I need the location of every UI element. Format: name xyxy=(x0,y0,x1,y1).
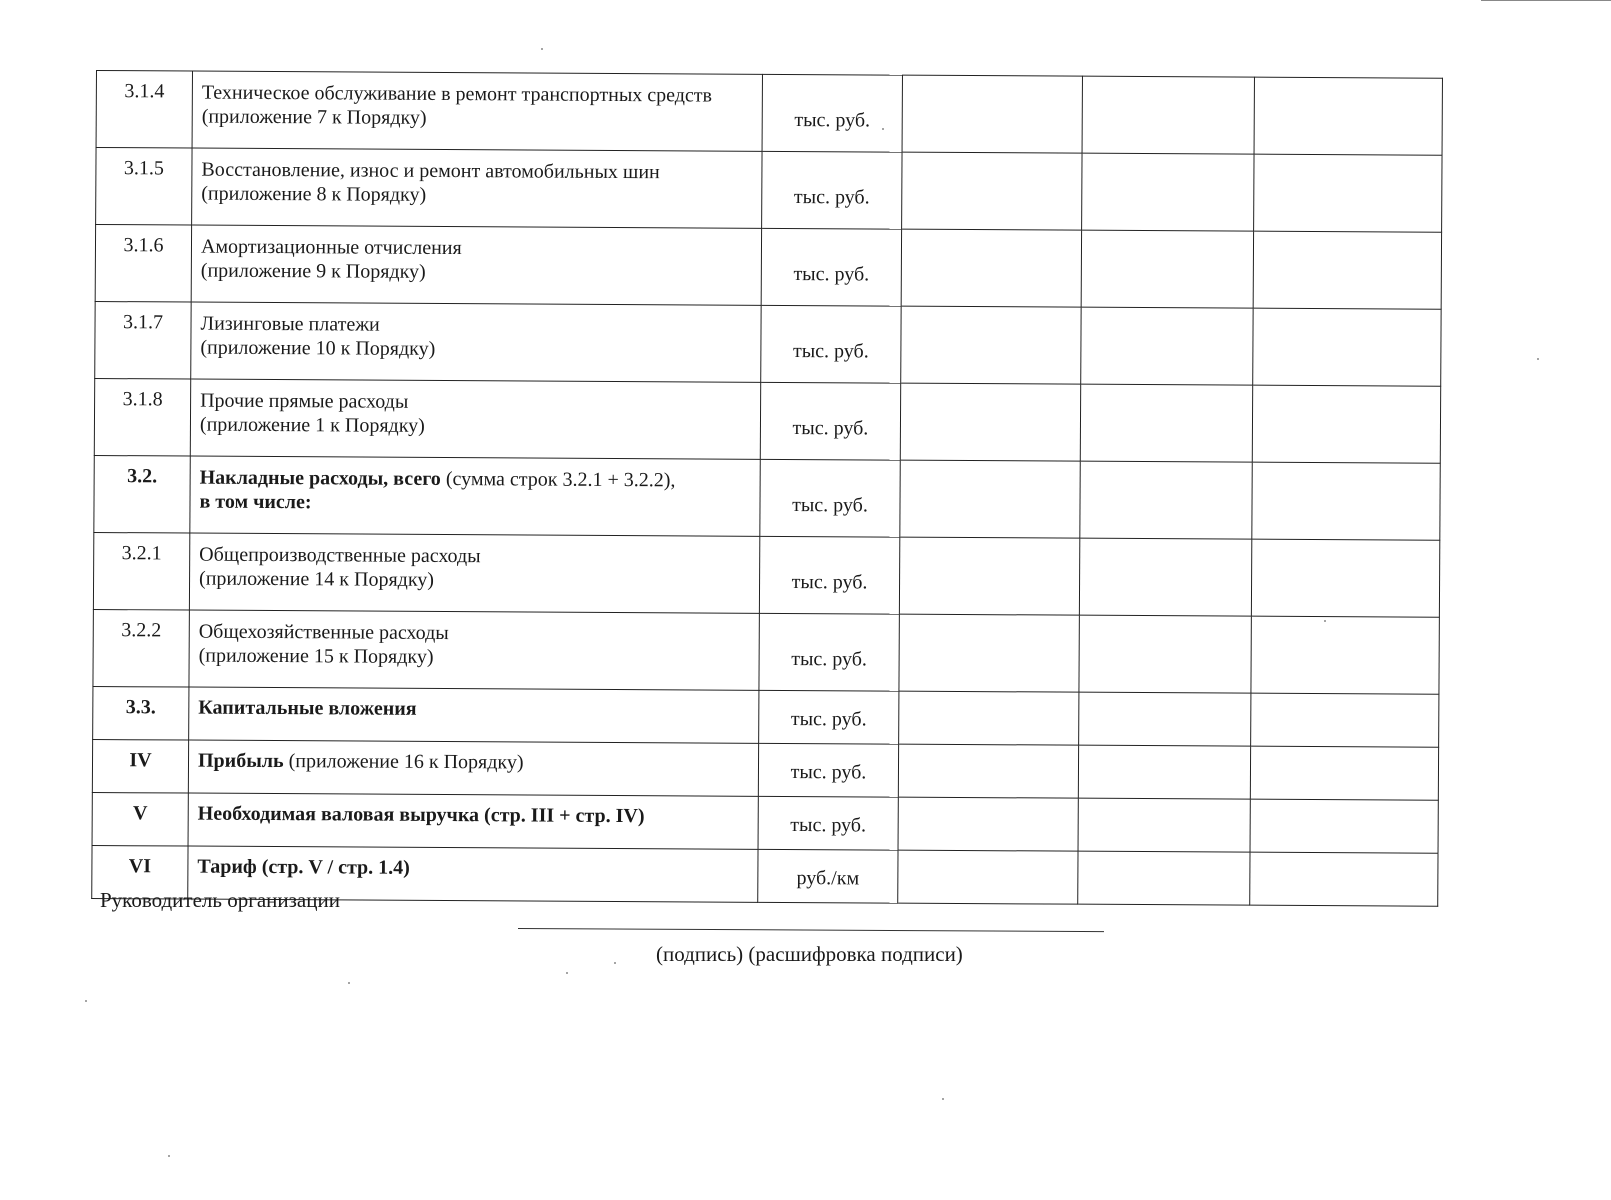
table-row xyxy=(92,739,1438,800)
row-unit: тыс. руб. xyxy=(760,382,900,460)
row-description xyxy=(189,610,759,690)
scan-speck xyxy=(1324,620,1326,622)
row-title: Прочие прямые расходы xyxy=(200,389,409,413)
row-reference: (приложение 14 к Порядку) xyxy=(199,567,435,592)
value-cell xyxy=(1080,461,1252,539)
scan-speck xyxy=(942,1098,944,1100)
row-unit: тыс. руб. xyxy=(761,305,901,383)
value-cell xyxy=(1078,798,1250,852)
row-unit: тыс. руб. xyxy=(761,228,901,306)
value-cell xyxy=(898,744,1078,798)
value-cell xyxy=(902,75,1082,153)
table-row xyxy=(96,71,1442,156)
scan-edge-mark xyxy=(1481,0,1611,1)
value-cell xyxy=(901,229,1081,307)
row-reference: (приложение 10 к Порядку) xyxy=(200,336,436,361)
value-cell xyxy=(1078,851,1250,905)
row-description xyxy=(188,793,758,849)
head-of-organization-label: Руководитель организации xyxy=(100,888,340,912)
row-number: VI xyxy=(92,845,188,899)
value-cell xyxy=(1079,692,1251,746)
row-title: Техническое обслуживание в ремонт транспортных средств xyxy=(201,81,713,107)
row-number: 3.1.8 xyxy=(94,378,190,456)
row-number: IV xyxy=(92,739,188,793)
scan-speck xyxy=(541,48,543,50)
row-number: 3.3. xyxy=(93,686,189,740)
table-row xyxy=(95,301,1441,386)
value-cell xyxy=(1251,693,1439,747)
row-unit: тыс. руб. xyxy=(762,74,902,152)
row-number: 3.1.4 xyxy=(96,71,192,149)
value-cell xyxy=(1250,852,1438,906)
value-cell xyxy=(1082,76,1254,154)
value-cell xyxy=(1250,746,1438,800)
row-number: 3.2. xyxy=(94,455,190,533)
value-cell xyxy=(900,383,1080,461)
row-number: V xyxy=(92,792,188,846)
value-cell xyxy=(898,797,1078,851)
scan-speck xyxy=(168,1155,170,1157)
row-unit: тыс. руб. xyxy=(758,796,898,850)
row-reference: (приложение 9 к Порядку) xyxy=(200,259,426,284)
row-description xyxy=(191,225,761,305)
row-reference: (приложение 7 к Порядку) xyxy=(201,106,427,130)
scan-speck xyxy=(1537,358,1539,360)
row-title: Общехозяйственные расходы xyxy=(198,620,449,645)
row-unit: тыс. руб. xyxy=(758,743,898,797)
row-unit: тыс. руб. xyxy=(759,536,899,614)
row-title: Восстановление, износ и ремонт автомобильных шин xyxy=(201,158,660,184)
value-cell xyxy=(1082,153,1254,231)
value-cell xyxy=(898,850,1078,904)
table-row xyxy=(93,686,1439,747)
table-row xyxy=(92,792,1438,853)
row-description xyxy=(192,71,762,151)
row-title: Общепроизводственные расходы xyxy=(199,543,481,568)
row-unit: тыс. руб. xyxy=(762,151,902,229)
value-cell xyxy=(1079,538,1251,616)
value-cell xyxy=(1080,384,1252,462)
table-row xyxy=(96,148,1442,233)
row-description xyxy=(191,302,761,382)
row-description xyxy=(192,148,762,228)
row-title-bold: Прибыль xyxy=(197,749,284,773)
row-description xyxy=(190,379,760,459)
cost-table xyxy=(91,70,1443,907)
value-cell xyxy=(1081,230,1253,308)
value-cell xyxy=(899,691,1079,745)
value-cell xyxy=(899,614,1079,692)
row-title xyxy=(200,466,752,494)
scan-speck xyxy=(85,1000,87,1002)
value-cell xyxy=(900,460,1080,538)
row-title-note: (приложение 16 к Порядку) xyxy=(283,750,524,774)
row-description xyxy=(190,456,760,536)
row-reference: (приложение 15 к Порядку) xyxy=(198,644,434,669)
value-cell xyxy=(899,537,1079,615)
row-unit: тыс. руб. xyxy=(759,690,899,744)
row-reference: (приложение 1 к Порядку) xyxy=(199,413,425,438)
row-reference: (приложение 8 к Порядку) xyxy=(201,182,427,207)
row-title-note: (сумма строк 3.2.1 + 3.2.2), xyxy=(440,467,676,492)
value-cell xyxy=(1251,539,1439,617)
table-row xyxy=(94,378,1440,463)
row-unit: тыс. руб. xyxy=(760,459,900,537)
signature-caption: (подпись) (расшифровка подписи) xyxy=(656,942,963,966)
value-cell xyxy=(1252,462,1440,540)
row-subtitle: в том числе: xyxy=(199,490,312,514)
row-title-bold: Тариф (стр. V / стр. 1.4) xyxy=(197,855,410,879)
row-unit: тыс. руб. xyxy=(759,613,899,691)
value-cell xyxy=(1254,154,1442,232)
row-description xyxy=(189,533,759,613)
row-title-bold: Необходимая валовая выручка (стр. III + стр. IV) xyxy=(197,802,645,828)
value-cell xyxy=(901,306,1081,384)
row-description xyxy=(189,687,759,743)
table-row xyxy=(93,532,1439,617)
row-title: Лизинговые платежи xyxy=(200,312,380,336)
value-cell xyxy=(1250,799,1438,853)
table-row xyxy=(94,455,1440,540)
value-cell xyxy=(1252,385,1440,463)
row-title-bold: Капитальные вложения xyxy=(198,696,417,720)
scan-speck xyxy=(882,128,884,130)
row-title-bold: Накладные расходы, всего xyxy=(199,466,441,490)
row-unit: руб./км xyxy=(758,849,898,903)
value-cell xyxy=(1079,615,1251,693)
cost-table-wrapper xyxy=(91,70,1442,907)
row-number: 3.2.1 xyxy=(93,532,189,610)
value-cell xyxy=(1253,231,1441,309)
row-description xyxy=(188,740,758,796)
value-cell xyxy=(1078,745,1250,799)
value-cell xyxy=(1251,616,1439,694)
value-cell xyxy=(902,152,1082,230)
scan-speck xyxy=(614,962,616,964)
scan-speck xyxy=(566,972,568,974)
row-number: 3.1.6 xyxy=(95,225,191,303)
table-row xyxy=(93,609,1439,694)
row-number: 3.1.5 xyxy=(96,148,192,226)
value-cell xyxy=(1253,308,1441,386)
value-cell xyxy=(1254,77,1442,155)
row-title: Амортизационные отчисления xyxy=(200,235,462,260)
scan-speck xyxy=(348,982,350,984)
signature-line xyxy=(518,928,1104,932)
row-number: 3.2.2 xyxy=(93,609,189,687)
row-number: 3.1.7 xyxy=(95,301,191,379)
table-row xyxy=(95,225,1441,310)
value-cell xyxy=(1081,307,1253,385)
